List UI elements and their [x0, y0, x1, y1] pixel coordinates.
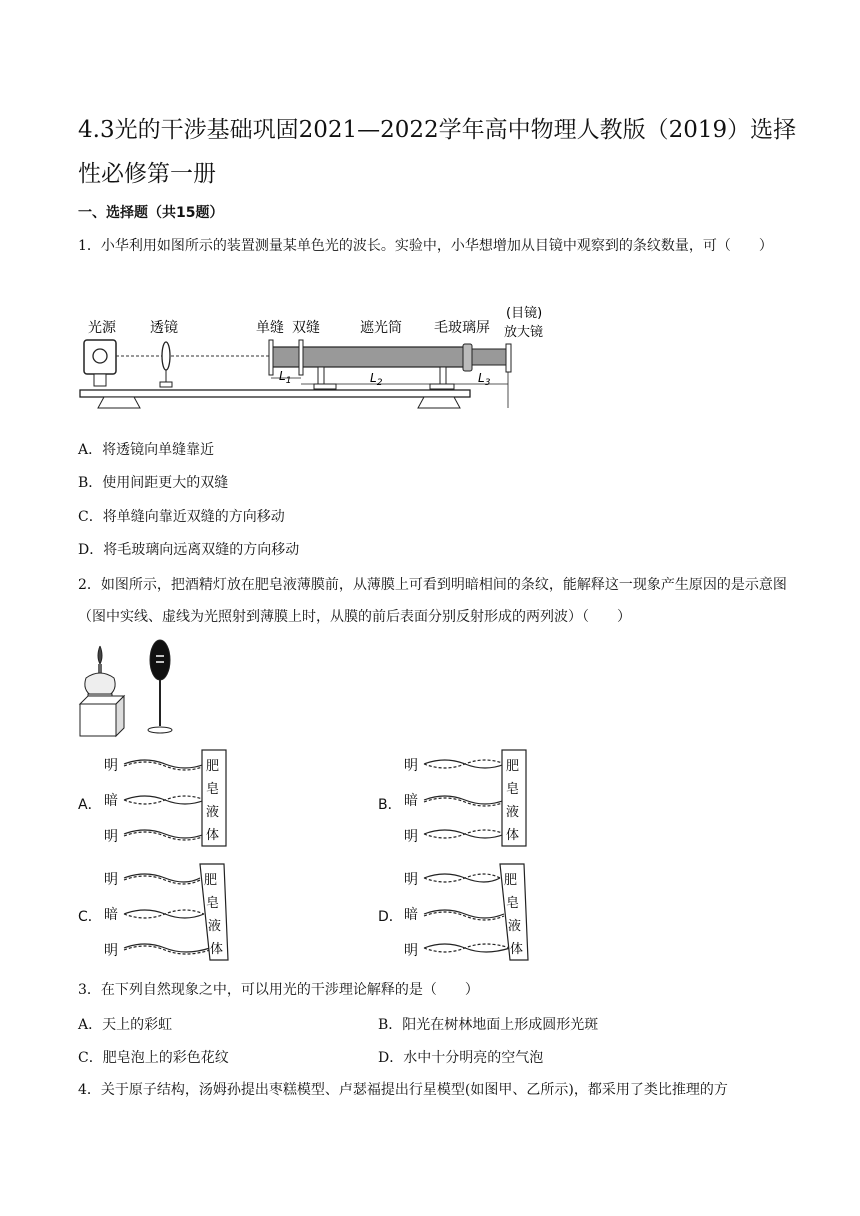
dark-label: 暗: [104, 793, 118, 809]
q2-option-b[interactable]: B．: [378, 797, 402, 813]
q2-diagram-b: [400, 748, 530, 848]
double-slit: [299, 340, 303, 375]
q2-diagram-d: [400, 862, 530, 962]
dark-label: 暗: [404, 793, 418, 809]
q1-option-c[interactable]: C．将单缝向靠近双缝的方向移动: [78, 509, 285, 525]
svg-text:皂: 皂: [506, 896, 520, 911]
single-slit: [269, 340, 273, 375]
q1-apparatus-figure: [78, 302, 558, 414]
svg-text:体: 体: [206, 828, 220, 843]
q3-option-c[interactable]: C．肥皂泡上的彩色花纹: [78, 1050, 229, 1066]
q1-option-a[interactable]: A．将透镜向单缝靠近: [78, 442, 215, 458]
label-magnifier: 放大镜: [504, 325, 544, 340]
bright-label: 明: [404, 829, 418, 845]
label-L3: $L_3$: [478, 371, 491, 388]
svg-text:体: 体: [506, 828, 520, 843]
question-1-stem: 1．小华利用如图所示的装置测量某单色光的波长。实验中，小华想增加从目镜中观察到的条纹数量，可（ ）: [78, 238, 773, 254]
q3-option-b[interactable]: B．阳光在树林地面上形成圆形光斑: [378, 1017, 599, 1033]
q2-option-d[interactable]: D．: [378, 909, 403, 925]
page-title: 4.3光的干涉基础巩固2021—2022学年高中物理人教版（2019）选择性必修第一册: [78, 117, 797, 187]
bright-label: 明: [404, 943, 418, 959]
svg-text:液: 液: [208, 919, 222, 934]
svg-text:肥: 肥: [506, 759, 520, 774]
q3-option-a[interactable]: A．天上的彩虹: [78, 1017, 173, 1033]
svg-text:肥: 肥: [206, 759, 220, 774]
optical-bench: [80, 390, 470, 397]
label-single-slit: 单缝: [256, 320, 284, 336]
q2-lamp-film-figure: [78, 638, 198, 738]
bright-label: 明: [104, 943, 118, 959]
label-L1: $L_1$: [279, 369, 292, 386]
q1-option-d[interactable]: D．将毛玻璃向远离双缝的方向移动: [78, 542, 300, 558]
label-light-source: 光源: [88, 320, 116, 336]
bright-label: 明: [404, 872, 418, 888]
svg-text:体: 体: [210, 942, 224, 957]
q2-diagram-a: [100, 748, 230, 848]
label-double-slit: 双缝: [292, 320, 320, 336]
q2-option-c[interactable]: C．: [78, 909, 102, 925]
svg-text:体: 体: [510, 942, 524, 957]
question-2-stem: 2．如图所示，把酒精灯放在肥皂液薄膜前，从薄膜上可看到明暗相间的条纹，能解释这一现象产生原因的是示意图（图中实线、虚线为光照射到薄膜上时，从膜的前后表面分别反射形成的两列波）（ ）: [78, 577, 787, 625]
question-3-stem: 3．在下列自然现象之中，可以用光的干涉理论解释的是（ ）: [78, 982, 479, 998]
q2-option-a[interactable]: A．: [78, 797, 102, 813]
eyepiece: [506, 344, 511, 372]
svg-text:液: 液: [506, 805, 520, 820]
svg-text:皂: 皂: [206, 782, 220, 797]
label-eyepiece: (目镜): [506, 306, 543, 321]
bright-label: 明: [104, 758, 118, 774]
svg-text:肥: 肥: [504, 873, 518, 888]
lens: [162, 342, 170, 370]
q1-option-b[interactable]: B．使用间距更大的双缝: [78, 475, 229, 491]
dark-label: 暗: [104, 907, 118, 923]
svg-text:皂: 皂: [206, 896, 220, 911]
q2-diagram-c: [100, 862, 230, 962]
bright-label: 明: [104, 829, 118, 845]
q3-option-d[interactable]: D．水中十分明亮的空气泡: [378, 1050, 544, 1066]
label-L2: $L_2$: [370, 371, 383, 388]
question-4-stem: 4．关于原子结构，汤姆孙提出枣糕模型、卢瑟福提出行星模型(如图甲、乙所示)，都采用了类比推理的方: [78, 1082, 728, 1098]
label-shade-tube: 遮光筒: [360, 320, 402, 336]
frosted-screen: [463, 344, 472, 371]
light-source-box: [84, 340, 116, 374]
svg-text:液: 液: [206, 805, 220, 820]
dark-label: 暗: [404, 907, 418, 923]
bright-label: 明: [404, 758, 418, 774]
label-lens: 透镜: [150, 320, 178, 336]
svg-text:肥: 肥: [204, 873, 218, 888]
bright-label: 明: [104, 872, 118, 888]
svg-text:液: 液: [508, 919, 522, 934]
svg-text:皂: 皂: [506, 782, 520, 797]
label-screen: 毛玻璃屏: [434, 320, 490, 336]
section-heading: 一、选择题（共15题）: [78, 205, 224, 221]
